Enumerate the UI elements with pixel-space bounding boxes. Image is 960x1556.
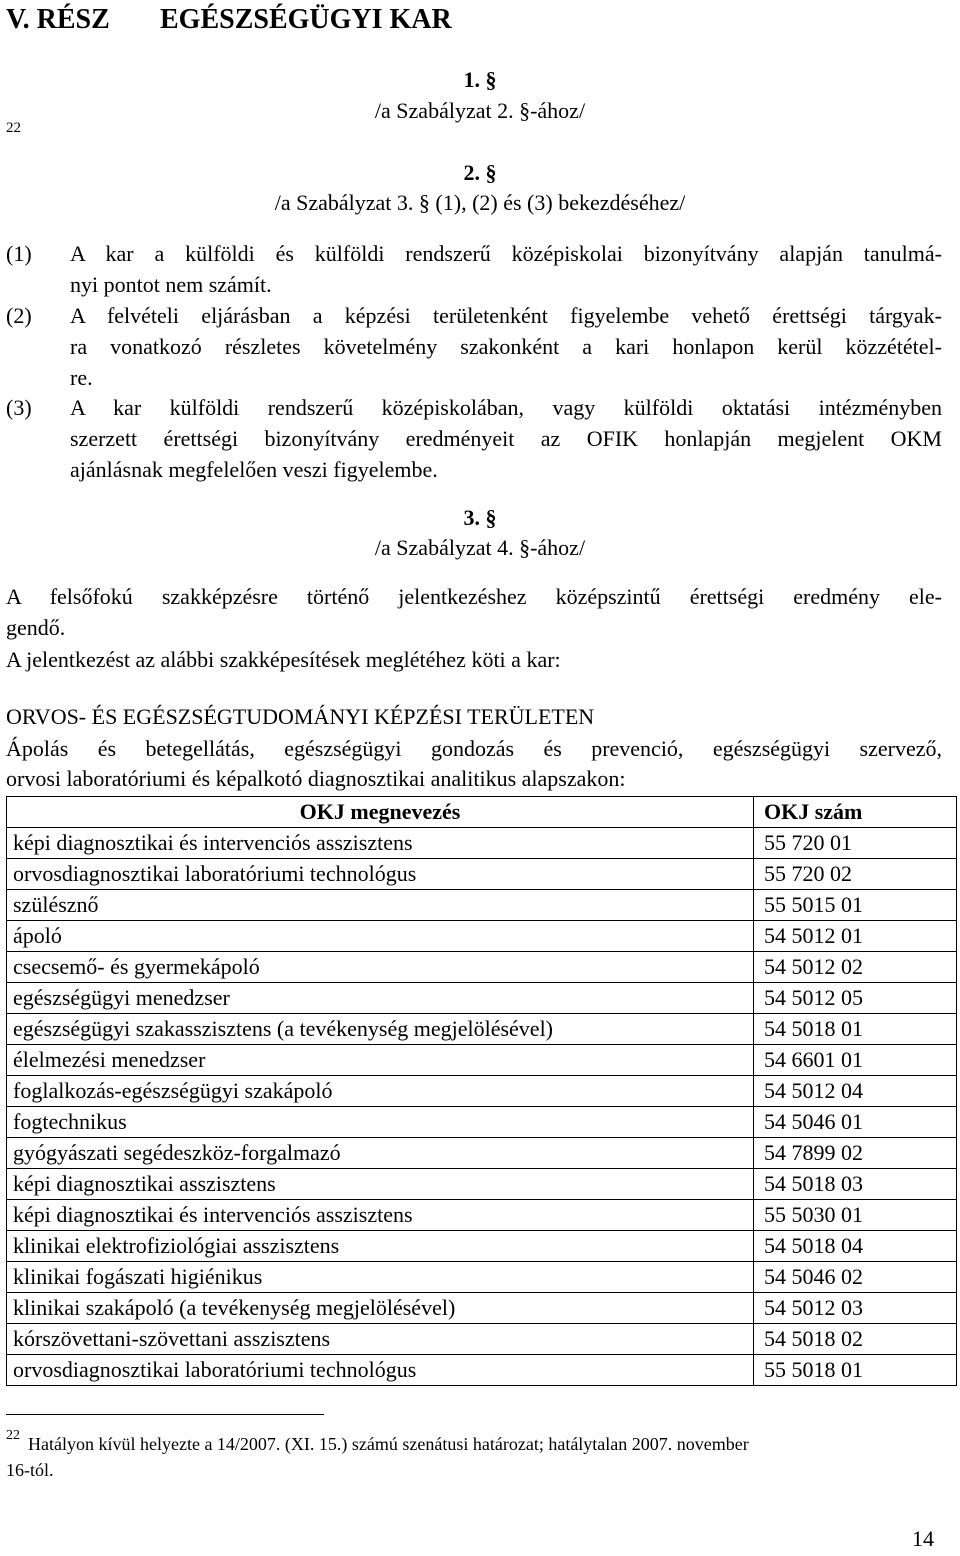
okj-name-cell: kórszövettani-szövettani asszisztens <box>7 1324 754 1355</box>
okj-number-cell: 54 5018 02 <box>754 1324 957 1355</box>
okj-number-cell: 55 720 01 <box>754 828 957 859</box>
footnote-line-2: 16-tól. <box>6 1460 54 1480</box>
okj-number-cell: 54 5018 01 <box>754 1014 957 1045</box>
paragraph-1-line-2: nyi pontot nem számít. <box>70 272 272 297</box>
paragraph-1 <box>0 238 960 302</box>
okj-number-cell: 54 7899 02 <box>754 1138 957 1169</box>
table-row <box>7 1262 957 1293</box>
okj-number-cell: 55 5030 01 <box>754 1200 957 1231</box>
okj-name-cell: képi diagnosztikai és intervenciós asszisztens <box>7 1200 754 1231</box>
table-row <box>7 890 957 921</box>
okj-name-cell: ápoló <box>7 921 754 952</box>
paragraph-2-line-1: A felvételi eljárásban a képzési területenként figyelembe vehető érettségi tárgyak- <box>70 303 942 328</box>
okj-number-cell: 54 5012 04 <box>754 1076 957 1107</box>
table-row <box>7 1355 957 1386</box>
table-row <box>7 921 957 952</box>
paragraph-3-line-1: A kar külföldi rendszerű középiskolában, vagy külföldi oktatási intézményben <box>70 395 942 420</box>
table-row <box>7 1045 957 1076</box>
faculty-title: EGÉSZSÉGÜGYI KAR <box>160 4 452 35</box>
part-label: V. RÉSZ <box>6 4 110 35</box>
table-row <box>7 1293 957 1324</box>
table-row <box>7 859 957 890</box>
training-area-description-line-2: orvosi laboratóriumi és képalkotó diagnosztikai analitikus alapszakon: <box>6 766 626 791</box>
okj-number-cell: 54 5012 02 <box>754 952 957 983</box>
okj-name-cell: egészségügyi menedzser <box>7 983 754 1014</box>
okj-number-cell: 54 5018 03 <box>754 1169 957 1200</box>
paragraph-2 <box>0 300 960 394</box>
table-row <box>7 1076 957 1107</box>
paragraph-1-number: (1) <box>6 241 32 266</box>
section-1-number: 1. § <box>463 67 497 92</box>
okj-number-cell: 55 720 02 <box>754 859 957 890</box>
okj-name-cell: fogtechnikus <box>7 1107 754 1138</box>
table-body <box>7 828 957 1386</box>
section-3-number: 3. § <box>463 505 497 530</box>
table-row <box>7 1107 957 1138</box>
paragraph-3-line-2: szerzett érettségi bizonyítvány eredményeit az OFIK honlapján megjelent OKM <box>70 426 942 451</box>
okj-number-cell: 54 5012 05 <box>754 983 957 1014</box>
okj-name-cell: klinikai elektrofiziológiai asszisztens <box>7 1231 754 1262</box>
okj-number-cell: 55 5018 01 <box>754 1355 957 1386</box>
table-row <box>7 1014 957 1045</box>
table-row <box>7 952 957 983</box>
okj-number-cell: 54 5046 01 <box>754 1107 957 1138</box>
okj-number-cell: 55 5015 01 <box>754 890 957 921</box>
okj-name-cell: szülésznő <box>7 890 754 921</box>
table-row <box>7 1138 957 1169</box>
paragraph-2-number: (2) <box>6 303 32 328</box>
footnote-reference: 22 <box>6 120 21 136</box>
section-3-requirement-text: A jelentkezést az alábbi szakképesítések meglétéhez köti a kar: <box>6 647 561 672</box>
page-number: 14 <box>912 1526 934 1551</box>
table-row <box>7 1200 957 1231</box>
table-row <box>7 1169 957 1200</box>
okj-name-header: OKJ megnevezés <box>7 797 754 828</box>
okj-number-cell: 54 5012 01 <box>754 921 957 952</box>
okj-name-cell: foglalkozás-egészségügyi szakápoló <box>7 1076 754 1107</box>
okj-number-cell: 54 5046 02 <box>754 1262 957 1293</box>
paragraph-3 <box>0 392 960 486</box>
okj-name-cell: csecsemő- és gyermekápoló <box>7 952 754 983</box>
section-2-reference: /a Szabályzat 3. § (1), (2) és (3) bekezdéséhez/ <box>274 190 686 215</box>
table-row <box>7 828 957 859</box>
footnote-separator <box>6 1414 324 1415</box>
training-area-description-line-1: Ápolás és betegellátás, egészségügyi gondozás és prevenció, egészségügyi szervező, <box>6 736 942 761</box>
okj-name-cell: képi diagnosztikai asszisztens <box>7 1169 754 1200</box>
okj-name-cell: orvosdiagnosztikai laboratóriumi technológus <box>7 859 754 890</box>
table-row <box>7 1324 957 1355</box>
table-row <box>7 983 957 1014</box>
paragraph-2-line-3: re. <box>70 365 93 390</box>
paragraph-3-number: (3) <box>6 395 32 420</box>
section-3-reference: /a Szabályzat 4. §-ához/ <box>374 535 586 560</box>
okj-number-cell: 54 5012 03 <box>754 1293 957 1324</box>
footnote-line-1: Hatályon kívül helyezte a 14/2007. (XI. 15.) számú szenátusi határozat; hatálytalan 2007. november <box>28 1434 749 1454</box>
table-header-row <box>7 797 957 828</box>
okj-name-cell: képi diagnosztikai és intervenciós asszisztens <box>7 828 754 859</box>
okj-name-cell: orvosdiagnosztikai laboratóriumi technológus <box>7 1355 754 1386</box>
section-2-number: 2. § <box>463 160 497 185</box>
section-3-text-line-2: gendő. <box>6 615 66 640</box>
paragraph-3-line-3: ajánlásnak megfelelően veszi figyelembe. <box>70 457 438 482</box>
table-row <box>7 1231 957 1262</box>
okj-qualifications-table <box>6 796 957 1386</box>
okj-name-cell: egészségügyi szakasszisztens (a tevékenység megjelölésével) <box>7 1014 754 1045</box>
section-3-text-line-1: A felsőfokú szakképzésre történő jelentkezéshez középszintű érettségi eredmény ele- <box>6 584 942 609</box>
section-1-reference: /a Szabályzat 2. §-ához/ <box>374 98 586 123</box>
okj-name-cell: élelmezési menedzser <box>7 1045 754 1076</box>
okj-name-cell: klinikai szakápoló (a tevékenység megjelölésével) <box>7 1293 754 1324</box>
okj-name-cell: klinikai fogászati higiénikus <box>7 1262 754 1293</box>
okj-number-header: OKJ szám <box>754 797 957 828</box>
okj-number-cell: 54 6601 01 <box>754 1045 957 1076</box>
okj-name-cell: gyógyászati segédeszköz-forgalmazó <box>7 1138 754 1169</box>
training-area-title: ORVOS- ÉS EGÉSZSÉGTUDOMÁNYI KÉPZÉSI TERÜLETEN <box>6 704 595 729</box>
paragraph-1-line-1: A kar a külföldi és külföldi rendszerű középiskolai bizonyítvány alapján tanulmá- <box>70 241 942 266</box>
okj-number-cell: 54 5018 04 <box>754 1231 957 1262</box>
footnote-number: 22 <box>6 1428 20 1443</box>
paragraph-2-line-2: ra vonatkozó részletes követelmény szakonként a kari honlapon kerül közzététel- <box>70 334 942 359</box>
